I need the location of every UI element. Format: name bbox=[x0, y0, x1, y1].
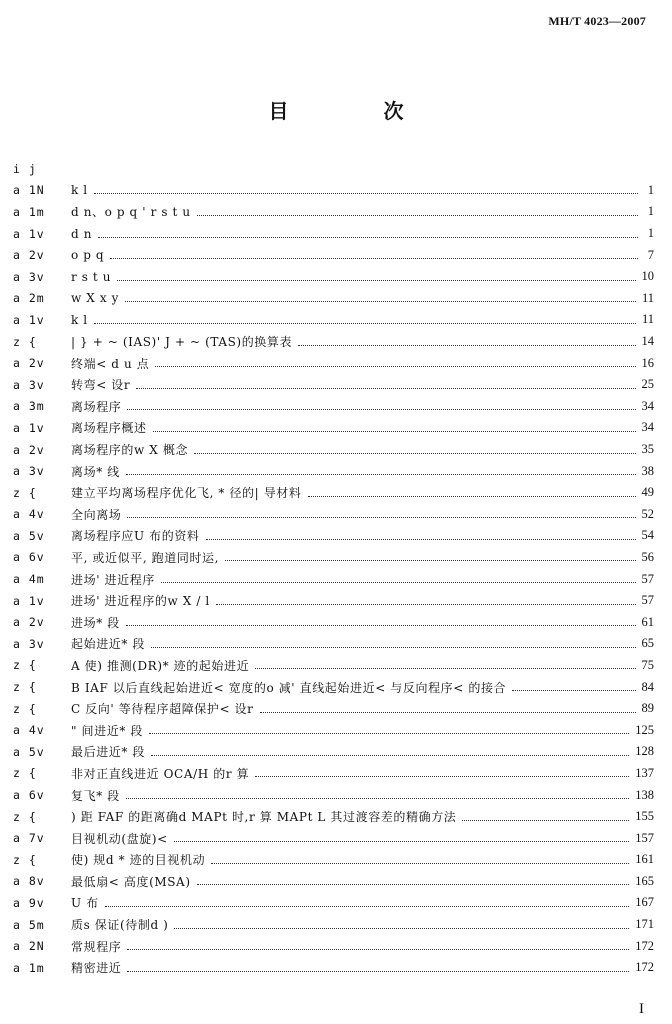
toc-entry-number: a 1v bbox=[13, 226, 45, 241]
toc-leader-dots bbox=[197, 214, 638, 216]
toc-entry-page: 61 bbox=[641, 614, 654, 629]
toc-entry-title: 起始进近* 段 bbox=[71, 637, 146, 652]
toc-leader-dots bbox=[308, 495, 636, 497]
toc-entry-number: z { bbox=[13, 701, 37, 716]
toc-entry-number: i j bbox=[13, 161, 37, 176]
toc-entry-page: 52 bbox=[641, 506, 654, 521]
toc-entry-number: a 6v bbox=[13, 788, 45, 803]
toc-entry[interactable] bbox=[13, 784, 654, 806]
toc-leader-dots bbox=[153, 430, 636, 432]
toc-leader-dots bbox=[136, 387, 635, 389]
toc-leader-dots bbox=[110, 257, 638, 259]
toc-entry-number: a 1v bbox=[13, 593, 45, 608]
toc-entry-page: 34 bbox=[641, 420, 654, 435]
page-number: I bbox=[639, 1001, 644, 1017]
toc-entry[interactable] bbox=[13, 633, 654, 655]
toc-leader-dots bbox=[151, 754, 629, 756]
toc-leader-dots bbox=[94, 192, 638, 194]
toc-entry-number: a 4m bbox=[13, 572, 45, 587]
toc-entry-page: 125 bbox=[635, 722, 654, 737]
toc-entry-number: a 1m bbox=[13, 204, 45, 219]
toc-leader-dots bbox=[127, 516, 635, 518]
toc-entry[interactable] bbox=[13, 352, 654, 374]
toc-entry-number: a 1v bbox=[13, 312, 45, 327]
toc-entry-number: z { bbox=[13, 485, 37, 500]
toc-entry-number: a 8v bbox=[13, 874, 45, 889]
toc-leader-dots bbox=[117, 279, 635, 281]
toc-entry-page: 138 bbox=[635, 787, 654, 802]
toc-entry-page: 56 bbox=[641, 549, 654, 564]
toc-entry-title: | } + ~ (IAS)' J + ~ (TAS)的换算表 bbox=[71, 335, 293, 350]
toc-entry[interactable] bbox=[13, 244, 654, 266]
toc-leader-dots bbox=[298, 344, 635, 346]
toc-leader-dots bbox=[462, 819, 629, 821]
toc-entry-page: 161 bbox=[635, 852, 654, 867]
toc-entry-page: 65 bbox=[641, 636, 654, 651]
toc-leader-dots bbox=[126, 797, 629, 799]
toc-leader-dots bbox=[105, 905, 630, 907]
toc-leader-dots bbox=[127, 408, 635, 410]
toc-entry-title: 最后进近* 段 bbox=[71, 745, 146, 760]
toc-entry-number: a 1N bbox=[13, 183, 45, 198]
toc-entry-title: 最低扇< 高度(MSA) bbox=[71, 874, 191, 889]
toc-leader-dots bbox=[94, 322, 636, 324]
toc-entry[interactable] bbox=[13, 871, 654, 893]
toc-entry-page: 34 bbox=[641, 398, 654, 413]
toc-entry[interactable] bbox=[13, 288, 654, 310]
toc-entry[interactable] bbox=[13, 482, 654, 504]
page-title: 目 次 bbox=[268, 99, 448, 123]
toc-entry[interactable] bbox=[13, 611, 654, 633]
toc-entry-number: a 1v bbox=[13, 420, 45, 435]
toc-entry-page: 167 bbox=[635, 895, 654, 910]
toc-leader-dots bbox=[151, 646, 635, 648]
toc-leader-dots bbox=[211, 862, 629, 864]
toc-entry-number: a 9v bbox=[13, 895, 45, 910]
toc-entry-page: 84 bbox=[641, 679, 654, 694]
toc-entry[interactable] bbox=[13, 590, 654, 612]
toc-entry[interactable] bbox=[13, 698, 654, 720]
table-of-contents bbox=[13, 158, 654, 979]
toc-entry[interactable] bbox=[13, 763, 654, 785]
toc-leader-dots bbox=[194, 452, 635, 454]
toc-leader-dots bbox=[174, 840, 629, 842]
toc-entry-title: C 反向' 等待程序超障保护< 设r bbox=[71, 702, 254, 717]
toc-entry-title: k l bbox=[71, 183, 88, 198]
toc-entry[interactable] bbox=[13, 719, 654, 741]
toc-entry[interactable] bbox=[13, 892, 654, 914]
toc-entry[interactable] bbox=[13, 417, 654, 439]
toc-entry-number: a 1m bbox=[13, 960, 45, 975]
toc-entry[interactable] bbox=[13, 741, 654, 763]
toc-entry-number: a 2v bbox=[13, 248, 45, 263]
toc-entry[interactable] bbox=[13, 806, 654, 828]
toc-leader-dots bbox=[161, 581, 636, 583]
toc-entry-title: 常规程序 bbox=[71, 939, 122, 954]
toc-entry[interactable] bbox=[13, 439, 654, 461]
toc-entry[interactable] bbox=[13, 331, 654, 353]
toc-leader-dots bbox=[206, 538, 636, 540]
toc-entry-title: " 间进近* 段 bbox=[71, 723, 143, 738]
toc-entry-title: 终端< d u 点 bbox=[71, 356, 150, 371]
toc-entry-number: a 3v bbox=[13, 269, 45, 284]
toc-entry-title: 复飞* 段 bbox=[71, 788, 120, 803]
toc-entry-title: r s t u bbox=[71, 269, 112, 284]
toc-entry-page: 75 bbox=[641, 657, 654, 672]
toc-entry[interactable] bbox=[13, 374, 654, 396]
toc-entry[interactable] bbox=[13, 309, 654, 331]
toc-entry-title: d n bbox=[71, 226, 93, 241]
toc-entry-page: 1 bbox=[647, 226, 654, 241]
toc-entry-title: ) 距 FAF 的距离确d MAPt 时,r 算 MAPt L 其过渡容差的精确方法 bbox=[71, 810, 457, 825]
toc-entry-number: a 3v bbox=[13, 377, 45, 392]
toc-entry-page: 54 bbox=[641, 528, 654, 543]
toc-entry-title: 使) 规d * 迹的目视机动 bbox=[71, 853, 206, 868]
toc-entry-page: 49 bbox=[641, 485, 654, 500]
toc-entry-title: o p q bbox=[71, 248, 105, 263]
toc-leader-dots bbox=[155, 365, 635, 367]
toc-entry[interactable] bbox=[13, 525, 654, 547]
toc-entry-number: a 4v bbox=[13, 507, 45, 522]
toc-leader-dots bbox=[255, 667, 635, 669]
toc-entry-title: A 使) 推测(DR)* 迹的起始进近 bbox=[71, 658, 250, 673]
toc-entry-title: 非对正直线进近 OCA/H 的r 算 bbox=[71, 766, 250, 781]
toc-leader-dots bbox=[255, 775, 629, 777]
toc-entry-page: 172 bbox=[635, 938, 654, 953]
toc-entry-page: 137 bbox=[635, 765, 654, 780]
toc-entry[interactable] bbox=[13, 655, 654, 677]
toc-entry-number: a 2m bbox=[13, 291, 45, 306]
toc-entry-number: z { bbox=[13, 852, 37, 867]
toc-entry-number: a 2v bbox=[13, 442, 45, 457]
toc-entry-title: 进场' 进近程序的w X / l bbox=[71, 594, 210, 609]
toc-entry-title: 离场程序的w X 概念 bbox=[71, 443, 189, 458]
toc-leader-dots bbox=[125, 300, 636, 302]
toc-entry-title: 平, 或近似平, 跑道同时运, bbox=[71, 550, 220, 565]
toc-leader-dots bbox=[174, 927, 629, 929]
toc-entry[interactable] bbox=[13, 547, 654, 569]
toc-entry-page: 7 bbox=[647, 247, 654, 262]
toc-entry-number: a 7v bbox=[13, 831, 45, 846]
toc-entry-page: 16 bbox=[641, 355, 654, 370]
toc-entry-page: 38 bbox=[641, 463, 654, 478]
toc-entry-title: 进场' 进近程序 bbox=[71, 572, 155, 587]
toc-leader-dots bbox=[127, 970, 629, 972]
toc-entry[interactable] bbox=[13, 914, 654, 936]
toc-entry-page: 11 bbox=[641, 312, 654, 327]
toc-entry-title: k l bbox=[71, 312, 88, 327]
toc-entry-title: d n、o p q ' r s t u bbox=[71, 205, 191, 220]
toc-entry[interactable] bbox=[13, 676, 654, 698]
toc-entry[interactable] bbox=[13, 827, 654, 849]
toc-entry-page: 171 bbox=[635, 917, 654, 932]
toc-entry[interactable] bbox=[13, 957, 654, 979]
toc-entry[interactable] bbox=[13, 935, 654, 957]
toc-entry-title: 目视机动(盘旋)< bbox=[71, 831, 168, 846]
toc-entry-number: a 2N bbox=[13, 939, 45, 954]
toc-entry-page: 89 bbox=[641, 701, 654, 716]
toc-entry-number: a 5v bbox=[13, 744, 45, 759]
toc-entry-title: 进场* 段 bbox=[71, 615, 120, 630]
toc-entry[interactable] bbox=[13, 396, 654, 418]
toc-entry-number: a 3m bbox=[13, 399, 45, 414]
toc-entry[interactable] bbox=[13, 201, 654, 223]
toc-leader-dots bbox=[260, 711, 636, 713]
toc-leader-dots bbox=[512, 689, 635, 691]
toc-entry-title: w X x y bbox=[71, 291, 120, 306]
toc-entry-page: 35 bbox=[641, 442, 654, 457]
toc-entry-page: 1 bbox=[647, 182, 654, 197]
toc-entry-title: 建立平均离场程序优化飞, * 径的| 导材料 bbox=[71, 486, 302, 501]
toc-entry-number: a 3v bbox=[13, 464, 45, 479]
toc-entry-number: a 2v bbox=[13, 356, 45, 371]
toc-entry-title: B IAF 以后直线起始进近< 宽度的o 减' 直线起始进近< 与反向程序< 的接合 bbox=[71, 680, 507, 695]
toc-entry-page: 57 bbox=[641, 571, 654, 586]
toc-entry[interactable] bbox=[13, 460, 654, 482]
toc-leader-dots bbox=[197, 883, 630, 885]
toc-entry-title: U 布 bbox=[71, 896, 99, 911]
toc-entry-title: 精密进近 bbox=[71, 961, 122, 976]
toc-entry-number: z { bbox=[13, 334, 37, 349]
toc-entry-page: 14 bbox=[641, 334, 654, 349]
toc-entry-page: 10 bbox=[641, 269, 654, 284]
toc-entry-page: 172 bbox=[635, 960, 654, 975]
toc-entry-title: 离场程序 bbox=[71, 399, 122, 414]
toc-entry[interactable] bbox=[13, 504, 654, 526]
toc-entry[interactable] bbox=[13, 223, 654, 245]
toc-leader-dots bbox=[127, 948, 629, 950]
toc-leader-dots bbox=[126, 624, 636, 626]
toc-entry-page: 57 bbox=[641, 593, 654, 608]
toc-entry-page: 25 bbox=[641, 377, 654, 392]
toc-entry-number: z { bbox=[13, 680, 37, 695]
toc-leader-dots bbox=[216, 603, 636, 605]
toc-entry-number: z { bbox=[13, 766, 37, 781]
toc-entry-number: z { bbox=[13, 658, 37, 673]
toc-leader-dots bbox=[126, 473, 636, 475]
toc-entry-title: 离场* 线 bbox=[71, 464, 120, 479]
toc-entry-number: a 6v bbox=[13, 550, 45, 565]
toc-entry-number: a 4v bbox=[13, 723, 45, 738]
toc-entry-number: a 5v bbox=[13, 528, 45, 543]
toc-entry-number: a 3v bbox=[13, 636, 45, 651]
toc-entry-title: 质s 保证(待制d ) bbox=[71, 918, 169, 933]
toc-entry-number: a 2v bbox=[13, 615, 45, 630]
toc-entry-page: 155 bbox=[635, 809, 654, 824]
standard-number: MH/T 4023—2007 bbox=[548, 14, 646, 28]
toc-entry[interactable] bbox=[13, 849, 654, 871]
toc-leader-dots bbox=[149, 732, 629, 734]
toc-entry[interactable] bbox=[13, 568, 654, 590]
toc-entry-number: z { bbox=[13, 809, 37, 824]
toc-leader-dots bbox=[225, 559, 635, 561]
toc-entry[interactable] bbox=[13, 180, 654, 202]
toc-entry-title: 离场程序应U 布的资料 bbox=[71, 529, 200, 544]
toc-entry[interactable] bbox=[13, 158, 654, 180]
toc-entry-title: 离场程序概述 bbox=[71, 421, 147, 436]
toc-entry[interactable] bbox=[13, 266, 654, 288]
toc-entry-page: 157 bbox=[635, 830, 654, 845]
toc-entry-title: 全向离场 bbox=[71, 507, 122, 522]
toc-entry-page: 1 bbox=[647, 204, 654, 219]
toc-entry-title: 转弯< 设r bbox=[71, 378, 131, 393]
toc-entry-page: 165 bbox=[635, 873, 654, 888]
toc-leader-dots bbox=[98, 236, 638, 238]
toc-entry-page: 128 bbox=[635, 744, 654, 759]
toc-entry-page: 11 bbox=[641, 290, 654, 305]
toc-entry-number: a 5m bbox=[13, 917, 45, 932]
